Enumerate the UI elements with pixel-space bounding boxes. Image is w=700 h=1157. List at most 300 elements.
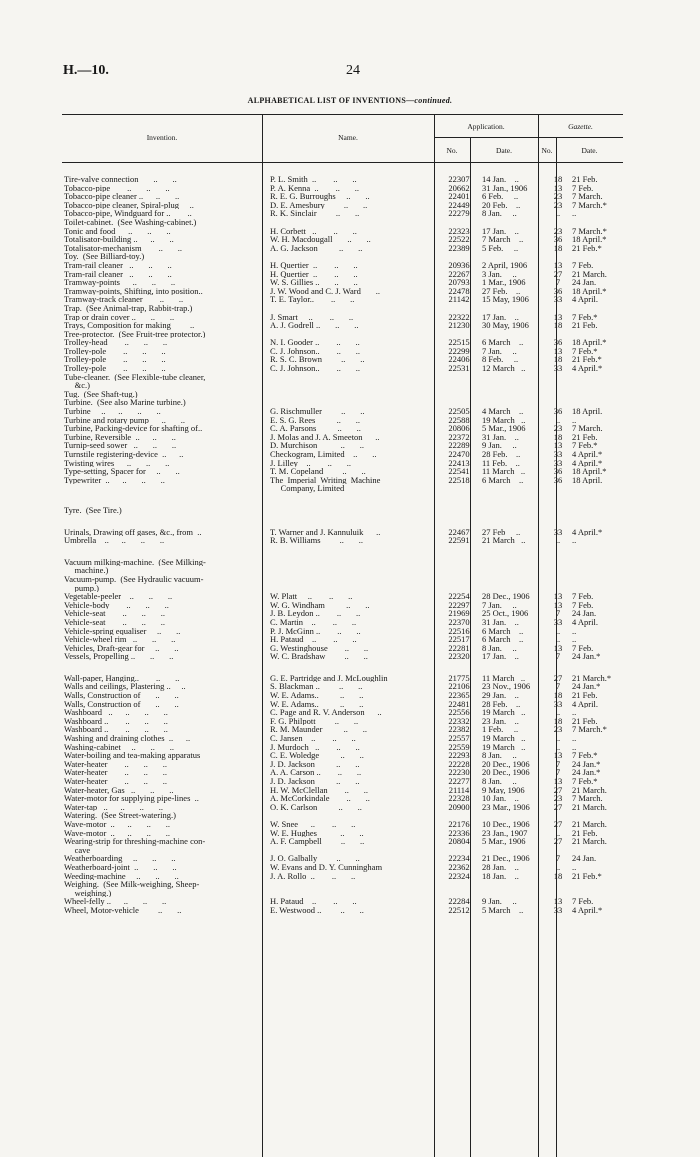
- name-cell: J. Smart .. .. ..: [270, 312, 354, 322]
- app-date-cell: 28 Feb. ..: [482, 699, 521, 709]
- gazette-number-cell: 27: [553, 819, 563, 829]
- app-date-cell: 19 March ..: [482, 415, 526, 425]
- gazette-number-cell: [548, 390, 568, 399]
- app-number-cell: 22228: [448, 759, 470, 769]
- gazette-date-cell: 4 April.: [572, 617, 598, 627]
- invention-cell: Water-heater .. .. ..: [64, 759, 168, 769]
- table-row: [62, 338, 639, 347]
- table-row: [62, 321, 639, 330]
- app-number-cell: 22559: [448, 742, 470, 752]
- gazette-number-cell: 13: [553, 183, 563, 193]
- invention-cell: Tram-rail cleaner .. .. ..: [64, 260, 172, 270]
- invention-cell: Washboard .. .. .. ..: [64, 708, 168, 717]
- gazette-number-cell: 18: [553, 321, 563, 330]
- gazette-number-cell: 33: [553, 295, 563, 304]
- gazette-date-cell: 21 March.: [572, 785, 607, 795]
- gazette-number-cell: 33: [553, 458, 563, 468]
- app-date-cell: 11 March ..: [482, 467, 526, 476]
- app-date-cell: 11 Feb. ..: [482, 458, 520, 468]
- gazette-number-cell: 7: [555, 768, 561, 777]
- table-row: [62, 484, 639, 493]
- invention-cell: Washboard .. .. .. ..: [64, 716, 168, 726]
- name-cell: C. J. Johnson.. .. ..: [270, 346, 360, 356]
- app-date-cell: 10 Jan. ..: [482, 794, 519, 803]
- app-date-cell: 9 Jan. ..: [482, 441, 517, 450]
- table-row: [62, 528, 639, 537]
- gazette-number-cell: 18: [553, 355, 563, 365]
- invention-cell: Twisting wires .. .. ..: [64, 458, 170, 468]
- app-date-cell: [477, 811, 548, 820]
- table-row: [62, 209, 639, 218]
- gazette-date-cell: [568, 880, 639, 889]
- app-date-cell: 2 April, 1906: [482, 260, 528, 270]
- app-date-cell: 17 Jan. ..: [482, 312, 519, 322]
- name-cell: R. M. Maunder .. ..: [270, 725, 368, 735]
- app-number-cell: 22413: [448, 458, 470, 468]
- gazette-date-cell: 7 Feb.*: [572, 751, 598, 760]
- gazette-number-cell: [548, 330, 568, 339]
- gazette-number-cell: 7: [555, 759, 561, 769]
- name-cell: W. E. Adams.. .. ..: [270, 691, 364, 700]
- app-date-cell: 8 Feb. ..: [482, 355, 519, 365]
- invention-cell: Washboard .. .. .. ..: [64, 725, 168, 735]
- app-date-cell: 30 May, 1906: [482, 321, 529, 330]
- gazette-number-cell: 13: [553, 643, 563, 653]
- invention-cell: Turbine, Reversible .. .. ..: [64, 432, 176, 442]
- gazette-date-cell: 18 April.*: [572, 467, 607, 476]
- table-row: [62, 235, 639, 244]
- gazette-number-cell: ..: [555, 862, 561, 872]
- invention-cell: Trolley-pole .. .. ..: [64, 346, 166, 356]
- name-cell: A. F. Campbell .. ..: [270, 837, 365, 846]
- table-row: [62, 854, 639, 863]
- invention-cell: [62, 484, 264, 493]
- invention-cell: Tramway-track cleaner .. ..: [64, 295, 184, 304]
- name-cell: W. C. Bradshaw .. ..: [270, 652, 368, 661]
- app-number-cell: 22389: [448, 243, 470, 253]
- app-number-cell: 21230: [448, 321, 470, 330]
- app-number-cell: 20806: [448, 424, 470, 433]
- name-cell: R. K. Sinclair .. ..: [270, 209, 360, 218]
- app-date-cell: 19 March ..: [482, 742, 526, 752]
- name-cell: [264, 846, 441, 855]
- app-number-cell: [441, 330, 477, 339]
- app-date-cell: [477, 558, 548, 567]
- app-number-cell: 20936: [448, 260, 470, 270]
- app-date-cell: [477, 846, 548, 855]
- gazette-date-cell: 21 March.: [572, 819, 607, 829]
- app-number-cell: [441, 889, 477, 898]
- invention-cell: Turnstile registering-device .. ..: [64, 450, 184, 459]
- app-date-cell: 8 Jan. ..: [482, 643, 517, 653]
- invention-cell: Totalisator-building .. .. ..: [64, 235, 174, 244]
- gazette-number-cell: 36: [553, 467, 563, 476]
- gazette-date-cell: 7 Feb.: [572, 260, 594, 270]
- gazette-number-cell: 13: [553, 592, 563, 601]
- table-row: [62, 743, 639, 752]
- gazette-date-cell: 7 Feb.: [572, 600, 594, 610]
- gazette-number-cell: [548, 304, 568, 313]
- name-cell: [264, 252, 441, 261]
- gazette-date-cell: [568, 506, 639, 515]
- app-date-cell: 23 Nov., 1906: [482, 682, 531, 692]
- app-date-cell: [477, 252, 548, 261]
- app-date-cell: 23 Jan. ..: [482, 716, 519, 726]
- gazette-date-cell: 24 Jan.*: [572, 768, 601, 777]
- gazette-date-cell: 7 Feb.*: [572, 441, 598, 450]
- invention-cell: Water-heater .. .. ..: [64, 768, 168, 777]
- gazette-date-cell: 7 March.*: [572, 725, 607, 735]
- gazette-number-cell: 36: [553, 235, 563, 244]
- gazette-number-cell: 13: [553, 260, 563, 270]
- name-cell: H. Quertier .. .. ..: [270, 260, 358, 270]
- gazette-number-cell: 27: [553, 785, 563, 795]
- app-date-cell: 12 March ..: [482, 364, 526, 373]
- name-cell: W. Snee .. .. ..: [270, 819, 356, 829]
- invention-cell: Tube-cleaner. (See Flexible-tube cleaner,: [64, 372, 206, 382]
- table-row: [62, 407, 639, 416]
- name-cell: C. Jansen .. .. ..: [270, 734, 356, 743]
- invention-cell: Tramway-points, Shifting, into position..: [64, 286, 203, 296]
- invention-cell: Tramway-points .. .. ..: [64, 278, 176, 287]
- app-date-cell: 10 Dec., 1906: [482, 819, 530, 829]
- app-date-cell: 6 March ..: [482, 626, 524, 636]
- app-date-cell: 29 Jan. ..: [482, 691, 519, 700]
- header-gaz-no: No.: [541, 146, 553, 155]
- app-number-cell: 22320: [448, 652, 470, 661]
- app-number-cell: 22106: [448, 682, 470, 692]
- gazette-number-cell: 13: [553, 600, 563, 610]
- list-title-suffix: continued.: [414, 96, 453, 105]
- app-date-cell: 23 Mar., 1906: [482, 802, 530, 812]
- gazette-number-cell: 36: [553, 338, 563, 347]
- table-row: [62, 803, 639, 812]
- table-row: [62, 566, 639, 575]
- app-number-cell: 20793: [448, 278, 470, 287]
- invention-cell: Wave-motor .. .. .. ..: [64, 819, 171, 829]
- table-row: [62, 601, 639, 610]
- app-date-cell: 7 March ..: [482, 235, 524, 244]
- table-row: [62, 252, 639, 261]
- table-row: [62, 184, 639, 193]
- section-gap: [62, 661, 639, 674]
- app-date-cell: [477, 381, 548, 390]
- app-number-cell: 21114: [448, 785, 470, 795]
- app-date-cell: [477, 584, 548, 593]
- gazette-number-cell: 23: [553, 725, 563, 735]
- gazette-date-cell: 21 Feb.: [572, 175, 598, 184]
- app-number-cell: [441, 373, 477, 382]
- app-date-cell: 5 Mar., 1906: [482, 424, 526, 433]
- name-cell: A. McCorkindale .. ..: [270, 794, 370, 803]
- name-cell: [264, 390, 441, 399]
- gazette-date-cell: 21 Feb.: [572, 691, 598, 700]
- gazette-date-cell: [568, 373, 639, 382]
- name-cell: [264, 575, 441, 584]
- gazette-number-cell: [548, 584, 568, 593]
- app-number-cell: 22522: [448, 235, 470, 244]
- name-cell: C. Page and R. V. Anderson ..: [270, 708, 382, 717]
- name-cell: W. E. Hughes .. ..: [270, 828, 364, 838]
- gazette-date-cell: ..: [572, 415, 577, 425]
- invention-cell: Vehicle-wheel rim .. .. ..: [64, 635, 176, 644]
- gazette-date-cell: [568, 889, 639, 898]
- app-date-cell: 8 Jan. ..: [482, 209, 517, 218]
- gazette-number-cell: 23: [553, 424, 563, 433]
- table-row: [62, 846, 639, 855]
- header-app-no: No.: [446, 146, 458, 155]
- table-row: [62, 364, 639, 373]
- gazette-date-cell: 7 March.: [572, 424, 603, 433]
- table-row: [62, 700, 639, 709]
- gazette-number-cell: 13: [553, 346, 563, 356]
- app-date-cell: [477, 218, 548, 227]
- name-cell: H. Pataud .. .. ..: [270, 897, 357, 906]
- app-date-cell: [477, 889, 548, 898]
- app-date-cell: 6 March ..: [482, 475, 524, 485]
- table-row: [62, 725, 639, 734]
- name-cell: [264, 566, 441, 575]
- table-row: [62, 347, 639, 356]
- table-row: [62, 467, 639, 476]
- table-row: [62, 175, 639, 184]
- gazette-date-cell: 24 Jan.*: [572, 682, 601, 692]
- gazette-number-cell: 23: [553, 226, 563, 236]
- gazette-number-cell: 18: [553, 691, 563, 700]
- gazette-number-cell: 18: [553, 716, 563, 726]
- table-row: [62, 227, 639, 236]
- app-date-cell: 6 March ..: [482, 338, 524, 347]
- gazette-date-cell: 21 March.: [572, 837, 607, 846]
- invention-cell: Turbine. (See also Marine turbine.): [64, 398, 186, 408]
- gazette-number-cell: 33: [553, 527, 563, 537]
- app-number-cell: 22512: [448, 905, 470, 915]
- invention-cell: Turnip-seed sower .. .. ..: [64, 441, 177, 450]
- invention-cell: Wheel-felly .. .. .. ..: [64, 897, 167, 906]
- gazette-number-cell: 13: [553, 441, 563, 450]
- invention-cell: Water-boiling and tea-making apparatus: [64, 751, 201, 760]
- invention-cell: Urinals, Drawing off gases, &c., from ..: [64, 527, 202, 537]
- table-row: [62, 837, 639, 846]
- app-number-cell: 22372: [448, 432, 470, 442]
- table-row: [62, 674, 639, 683]
- app-number-cell: 21969: [448, 609, 470, 618]
- gazette-number-cell: 18: [553, 175, 563, 184]
- name-cell: [264, 558, 441, 567]
- app-number-cell: 22362: [448, 862, 470, 872]
- name-cell: R. S. C. Brown .. ..: [270, 355, 365, 365]
- name-cell: G. Westinghouse .. ..: [270, 643, 369, 653]
- gazette-number-cell: ..: [555, 536, 561, 545]
- gazette-date-cell: 24 Jan.*: [572, 652, 601, 661]
- gazette-number-cell: 7: [555, 278, 561, 287]
- name-cell: [264, 304, 441, 313]
- app-number-cell: 21142: [448, 295, 470, 304]
- gazette-number-cell: [548, 381, 568, 390]
- app-number-cell: 22517: [448, 635, 470, 644]
- table-row: [62, 192, 639, 201]
- invention-cell: Walls, Construction of .. ..: [64, 699, 179, 709]
- gazette-number-cell: 33: [553, 699, 563, 709]
- app-number-cell: 22332: [448, 716, 470, 726]
- name-cell: H. Quertier .. .. ..: [270, 269, 358, 279]
- gazette-date-cell: 18 April.: [572, 407, 603, 416]
- name-cell: G. Rischmuller .. ..: [270, 407, 365, 416]
- invention-cell: Trolley-pole .. .. ..: [64, 364, 166, 373]
- gazette-number-cell: 33: [553, 905, 563, 915]
- app-date-cell: 27 Feb ..: [482, 527, 521, 537]
- gazette-number-cell: ..: [555, 734, 561, 743]
- app-number-cell: [441, 398, 477, 407]
- app-number-cell: 22556: [448, 708, 470, 717]
- name-cell: [264, 330, 441, 339]
- app-number-cell: 22515: [448, 338, 470, 347]
- gazette-date-cell: 18 April.*: [572, 286, 607, 296]
- invention-cell: Water-heater, Gas .. .. ..: [64, 785, 174, 795]
- name-cell: N. I. Gooder .. .. ..: [270, 338, 360, 347]
- app-number-cell: 22254: [448, 592, 470, 601]
- gazette-number-cell: 27: [553, 269, 563, 279]
- app-date-cell: 18 Jan. ..: [482, 871, 519, 881]
- gazette-date-cell: 24 Jan.*: [572, 759, 601, 769]
- app-number-cell: [441, 390, 477, 399]
- gazette-number-cell: 18: [553, 432, 563, 442]
- app-number-cell: 22588: [448, 415, 470, 425]
- invention-cell: cave: [64, 845, 91, 855]
- app-number-cell: 22322: [448, 312, 470, 322]
- gazette-number-cell: [548, 889, 568, 898]
- gazette-date-cell: 21 Feb.: [572, 828, 598, 838]
- gazette-number-cell: 36: [553, 407, 563, 416]
- name-cell: W. Platt .. .. ..: [270, 592, 353, 601]
- gazette-date-cell: ..: [572, 742, 577, 752]
- invention-cell: Watering. (See Street-watering.): [64, 811, 176, 820]
- table-row: [62, 459, 639, 468]
- name-cell: J. B. Leydon .. .. ..: [270, 609, 361, 618]
- name-cell: T. Warner and J. Kannuluik ..: [270, 527, 381, 537]
- gazette-date-cell: 21 Feb.*: [572, 871, 602, 881]
- app-date-cell: 28 Dec., 1906: [482, 592, 530, 601]
- gazette-date-cell: 18 April.*: [572, 338, 607, 347]
- app-date-cell: [477, 566, 548, 575]
- gazette-date-cell: ..: [572, 626, 577, 636]
- gazette-date-cell: [568, 252, 639, 261]
- name-cell: A. G. Jackson .. ..: [270, 243, 363, 253]
- table-row: [62, 201, 639, 210]
- app-date-cell: 14 Jan. ..: [482, 175, 519, 184]
- invention-cell: Vehicle-seat .. .. ..: [64, 609, 166, 618]
- app-number-cell: 22267: [448, 269, 470, 279]
- invention-cell: Turbine .. .. .. ..: [64, 407, 161, 416]
- list-title-main: ALPHABETICAL LIST OF INVENTIONS—: [247, 96, 415, 105]
- header-app-date: Date.: [495, 146, 513, 155]
- gazette-date-cell: [568, 330, 639, 339]
- name-cell: D. Murchison .. ..: [270, 441, 364, 450]
- name-cell: [264, 880, 441, 889]
- name-cell: [264, 398, 441, 407]
- name-cell: J. Molas and J. A. Smeeton ..: [270, 432, 380, 442]
- invention-cell: Weeding-machine .. .. ..: [64, 871, 179, 881]
- app-date-cell: 6 March ..: [482, 635, 524, 644]
- app-number-cell: [441, 252, 477, 261]
- app-date-cell: 8 Jan. ..: [482, 777, 517, 786]
- app-number-cell: 22293: [448, 751, 470, 760]
- app-number-cell: [441, 846, 477, 855]
- gazette-number-cell: ..: [555, 209, 561, 218]
- app-number-cell: [441, 484, 477, 493]
- name-cell: D. E. Amesbury .. ..: [270, 200, 368, 210]
- gazette-number-cell: ..: [555, 626, 561, 636]
- invention-cell: Walls and ceilings, Plastering .. ..: [64, 682, 186, 692]
- invention-cell: Water-motor for supplying pipe-lines ..: [64, 794, 199, 803]
- gazette-number-cell: 23: [553, 192, 563, 201]
- app-number-cell: 22516: [448, 626, 470, 636]
- invention-cell: Toilet-cabinet. (See Washing-cabinet.): [64, 217, 197, 227]
- name-cell: C. A. Parsons .. ..: [270, 424, 361, 433]
- gazette-number-cell: 7: [555, 609, 561, 618]
- name-cell: J. Murdoch .. .. ..: [270, 742, 360, 752]
- app-date-cell: 8 Jan. ..: [482, 751, 517, 760]
- table-row: [62, 691, 639, 700]
- gazette-number-cell: ..: [555, 635, 561, 644]
- table-row: [62, 717, 639, 726]
- invention-cell: Tram-rail cleaner .. .. ..: [64, 269, 172, 279]
- gazette-date-cell: 7 March.: [572, 192, 603, 201]
- table-row: [62, 820, 639, 829]
- gazette-date-cell: [568, 304, 639, 313]
- app-number-cell: 22323: [448, 226, 470, 236]
- table-row: [62, 373, 639, 382]
- inventions-table: [62, 175, 639, 915]
- invention-cell: Tire-valve connection .. ..: [64, 175, 177, 184]
- app-date-cell: 20 Dec., 1906: [482, 768, 530, 777]
- name-cell: P. A. Kenna .. .. ..: [270, 183, 360, 193]
- gazette-date-cell: [568, 381, 639, 390]
- name-cell: [264, 584, 441, 593]
- gazette-date-cell: 21 Feb.: [572, 716, 598, 726]
- name-cell: [264, 381, 441, 390]
- gazette-number-cell: 36: [553, 286, 563, 296]
- app-number-cell: 22505: [448, 407, 470, 416]
- app-date-cell: 28 Jan. ..: [482, 862, 519, 872]
- gazette-date-cell: 7 Feb.*: [572, 777, 598, 786]
- invention-cell: Tobacco-pipe .. .. ..: [64, 183, 170, 193]
- gazette-date-cell: 21 March.: [572, 802, 607, 812]
- table-row: [62, 592, 639, 601]
- app-number-cell: 22176: [448, 819, 470, 829]
- app-number-cell: [441, 304, 477, 313]
- table-row: [62, 652, 639, 661]
- invention-cell: Typewriter .. .. .. ..: [64, 475, 165, 485]
- gazette-number-cell: 18: [553, 243, 563, 253]
- name-cell: H. Pataud .. .. ..: [270, 635, 357, 644]
- gazette-number-cell: [548, 558, 568, 567]
- gazette-date-cell: 7 Feb.: [572, 897, 594, 906]
- gazette-date-cell: 21 March.*: [572, 673, 612, 683]
- app-number-cell: 22328: [448, 794, 470, 803]
- app-number-cell: 22591: [448, 536, 470, 545]
- table-row: [62, 261, 639, 270]
- table-row: [62, 897, 639, 906]
- invention-cell: Trap. (See Animal-trap, Rabbit-trap.): [64, 303, 193, 313]
- invention-cell: Water-heater .. .. ..: [64, 777, 168, 786]
- table-row: [62, 734, 639, 743]
- header-application: Application.: [467, 122, 505, 131]
- name-cell: P. J. McGinn .. .. ..: [270, 626, 361, 636]
- header-gaz-date: Date.: [581, 146, 598, 155]
- gazette-number-cell: 23: [553, 200, 563, 210]
- header-name: Name.: [338, 133, 358, 142]
